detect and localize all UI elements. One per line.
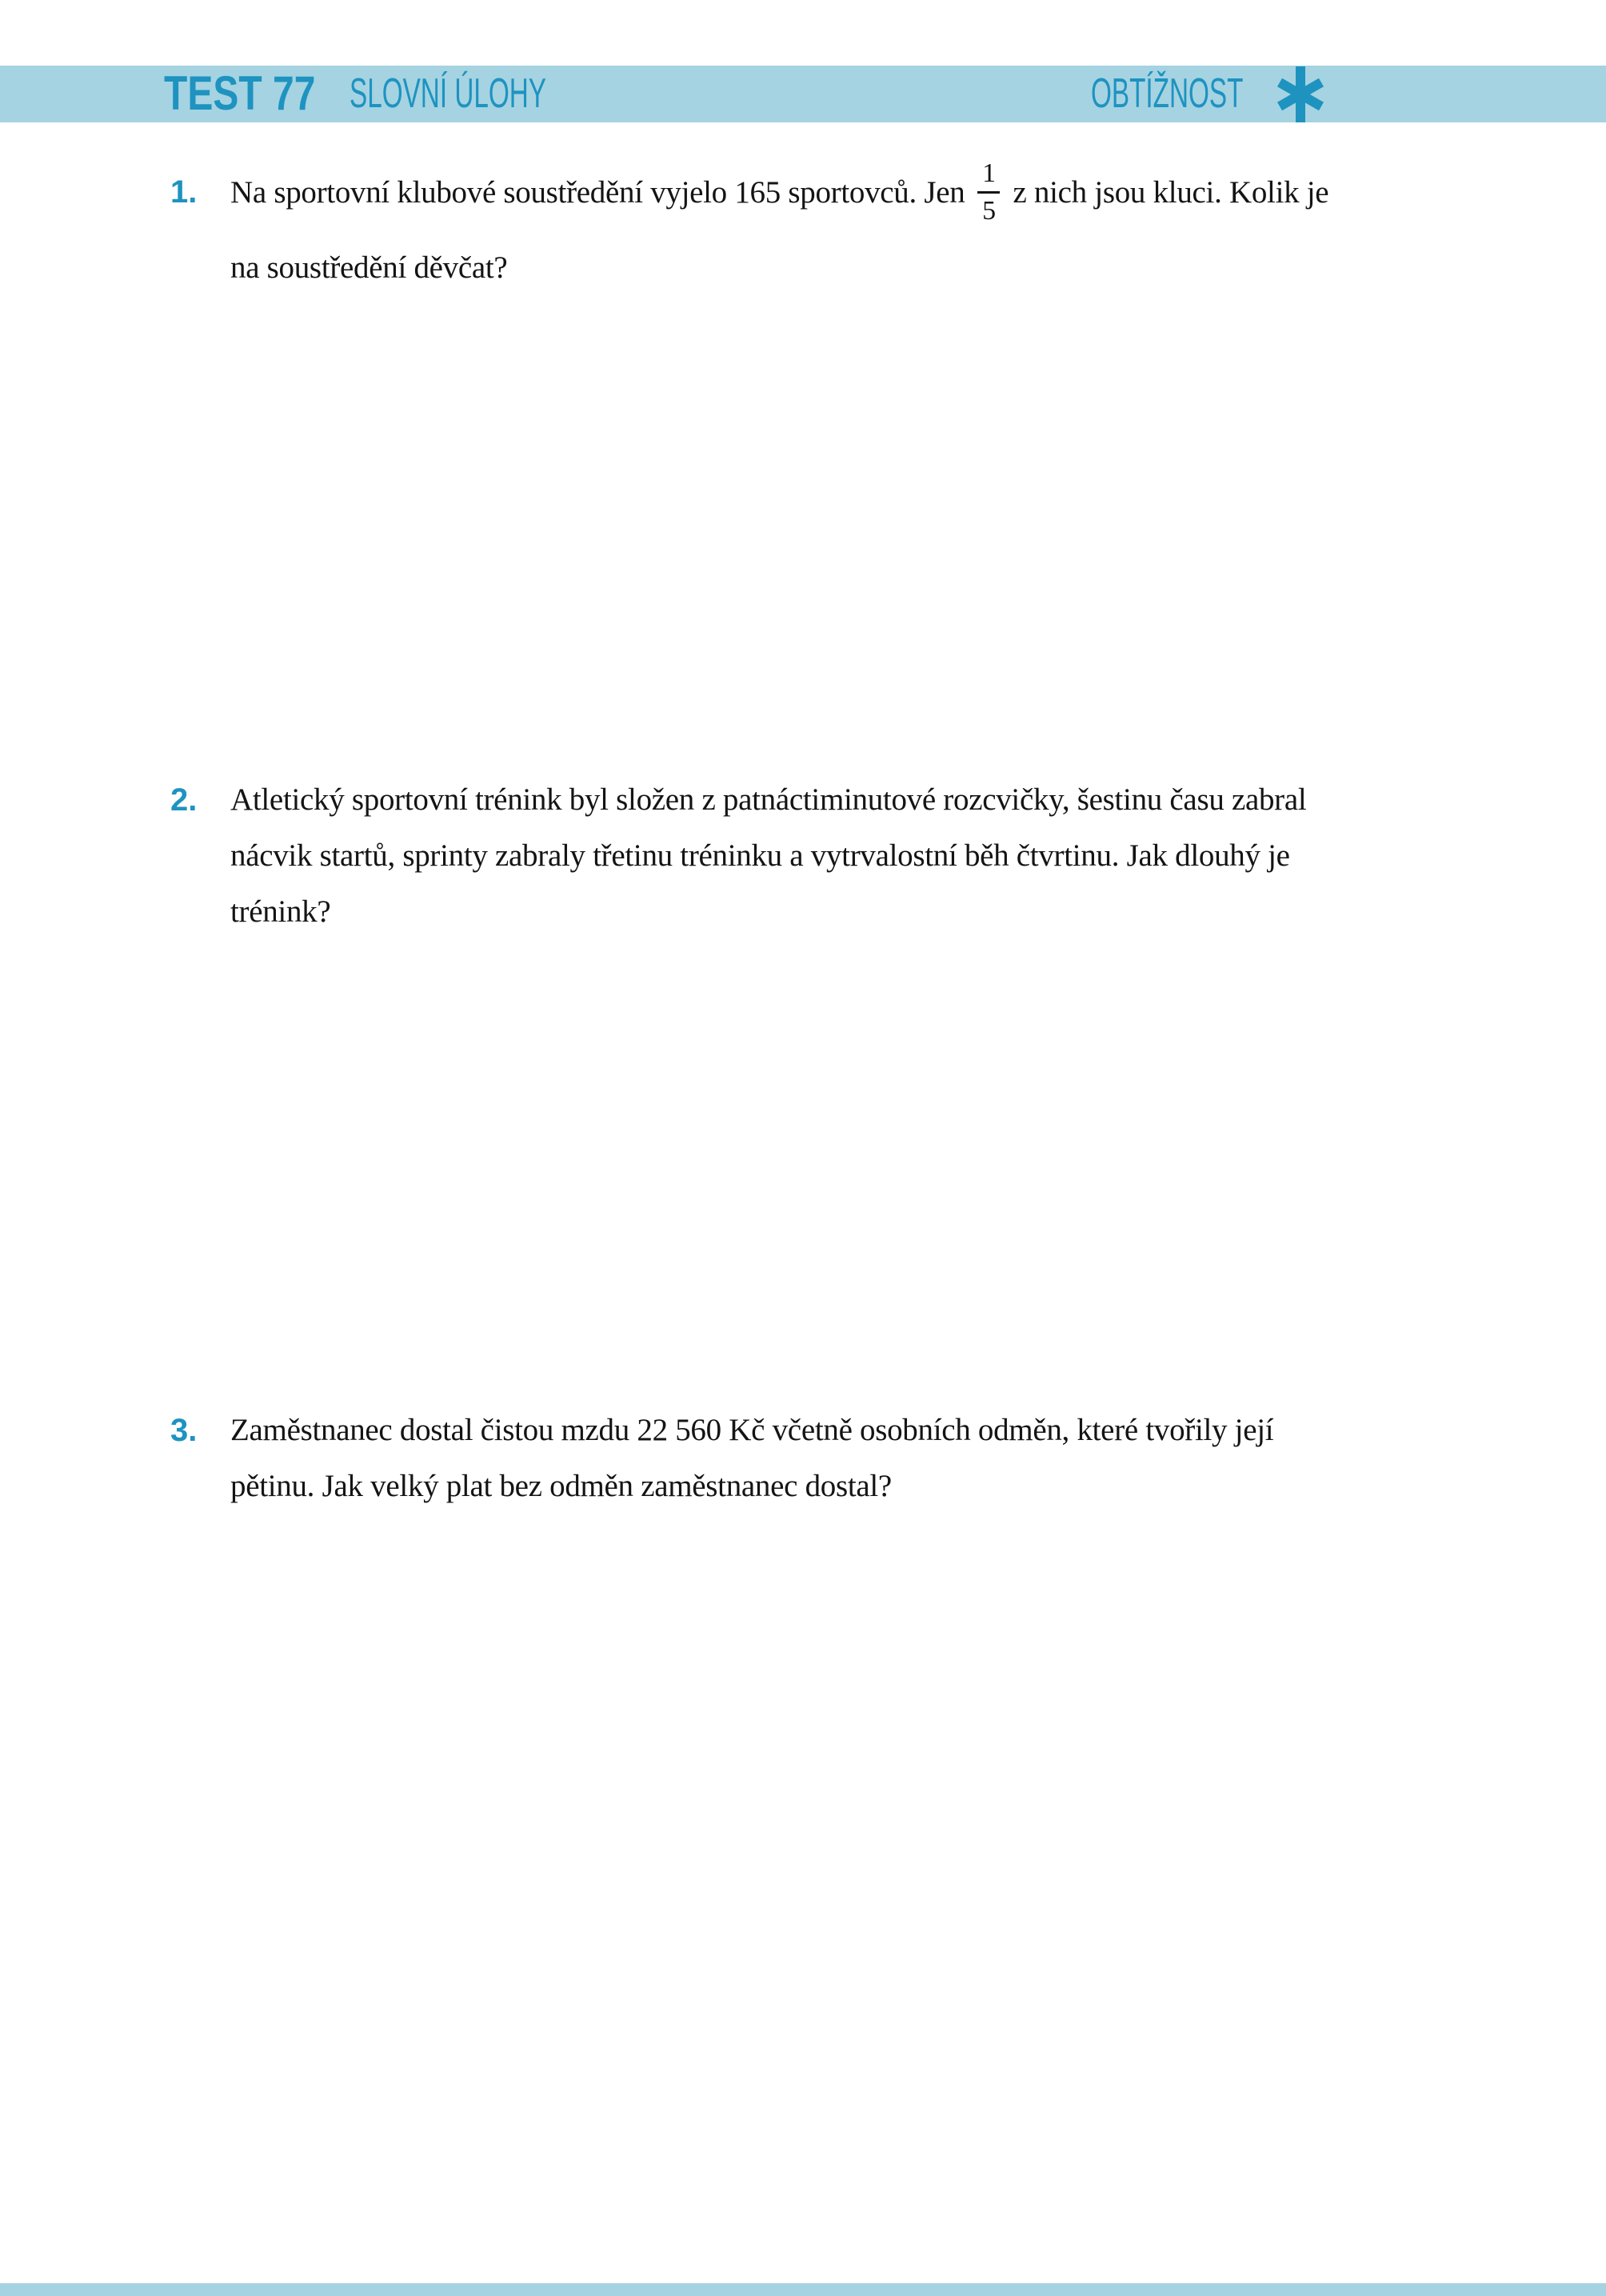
problem-3-line-1: Zaměstnanec dostal čistou mzdu 22 560 Kč včetně osobních odměn, které tvořily její <box>230 1413 1274 1447</box>
problem-1-line-2: na soustředění děvčat? <box>230 250 508 285</box>
fraction-numerator: 1 <box>982 158 996 188</box>
fraction-bar <box>977 191 1000 194</box>
problem-1-text-after-fraction: z nich jsou kluci. Kolik je <box>1013 174 1329 210</box>
problem-2-line-1: Atletický sportovní trénink byl složen z patnáctiminutové rozcvičky, šestinu času zabral <box>230 782 1307 817</box>
difficulty-asterisk-icon <box>1276 66 1324 122</box>
problem-1-text-before-fraction: Na sportovní klubové soustředění vyjelo 165 sportovců. Jen <box>230 174 965 210</box>
test-category-label: SLOVNÍ ÚLOHY <box>350 70 546 117</box>
problem-number: 2. <box>170 782 198 818</box>
test-number-label: TEST 77 <box>164 66 316 120</box>
fraction-one-fifth <box>977 158 1000 227</box>
footer-band <box>0 2283 1606 2296</box>
fraction-denominator: 5 <box>982 195 996 226</box>
difficulty-label: OBTÍŽNOST <box>1091 70 1244 117</box>
problem-2-line-3: trénink? <box>230 894 331 929</box>
problem-3-line-2: pětinu. Jak velký plat bez odměn zaměstnanec dostal? <box>230 1469 892 1503</box>
problem-1-line-1 <box>230 149 1328 235</box>
problem-number: 1. <box>170 174 198 210</box>
header-band <box>0 66 1606 122</box>
problem-number: 3. <box>170 1413 198 1448</box>
problem-2-line-2: nácvik startů, sprinty zabraly třetinu tréninku a vytrvalostní běh čtvrtinu. Jak dlouhý je <box>230 838 1290 873</box>
